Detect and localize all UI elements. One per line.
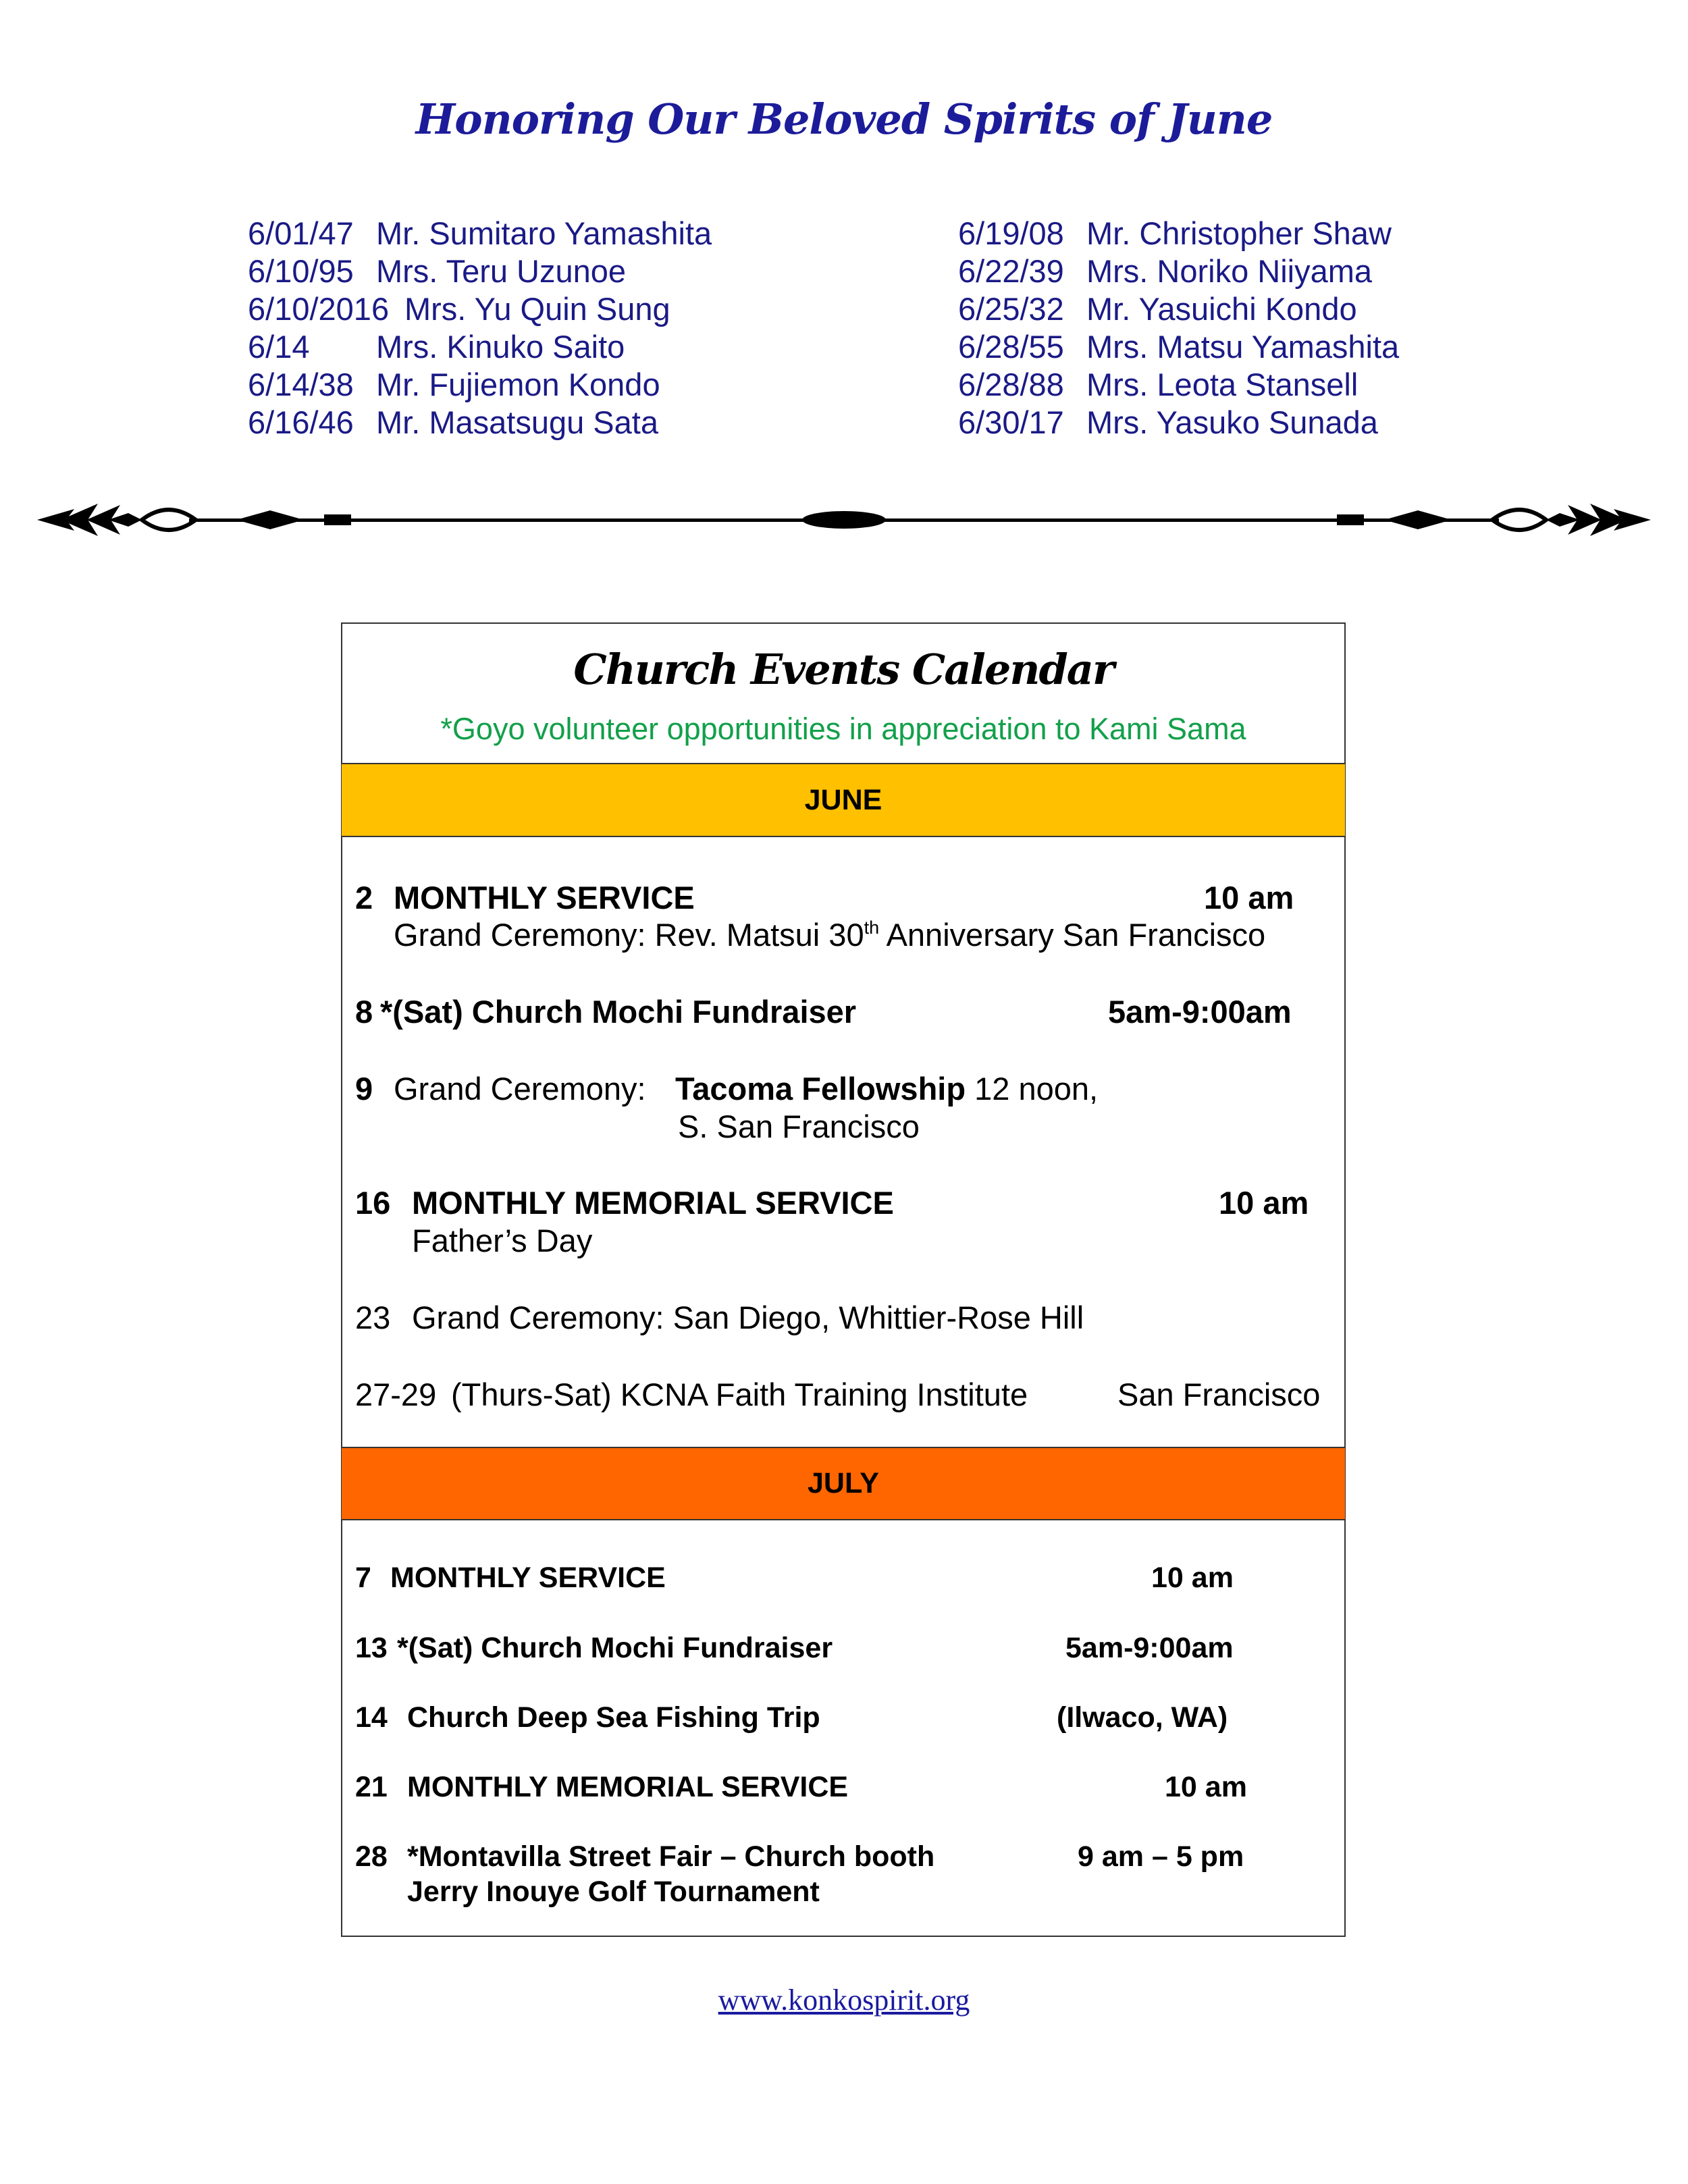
event-detail-text: Anniversary San Francisco bbox=[879, 917, 1266, 953]
ordinal-suffix: th bbox=[864, 917, 880, 938]
memorial-date: 6/10/2016 bbox=[248, 291, 390, 327]
july-header: JULY bbox=[342, 1447, 1345, 1520]
event-title: Church Deep Sea Fishing Trip bbox=[407, 1701, 820, 1734]
memorial-name: Mr. Sumitaro Yamashita bbox=[376, 215, 712, 251]
event-detail: (Thurs-Sat) KCNA Faith Training Institute bbox=[451, 1377, 1028, 1412]
memorial-date: 6/14 bbox=[248, 329, 310, 365]
event-detail-text: Grand Ceremony: Rev. Matsui 30 bbox=[394, 917, 864, 953]
event-time: 10 am bbox=[1165, 1771, 1247, 1803]
event-time: 5am-9:00am bbox=[1065, 1632, 1234, 1664]
memorial-list-right bbox=[958, 215, 1471, 442]
memorial-name: Mr. Christopher Shaw bbox=[1086, 215, 1392, 251]
event-time: 5am-9:00am bbox=[1108, 994, 1292, 1030]
event-detail: Grand Ceremony: San Diego, Whittier-Rose Hill bbox=[412, 1300, 1084, 1335]
event-day: 8 bbox=[355, 994, 373, 1030]
event-time: 9 am – 5 pm bbox=[1078, 1840, 1244, 1873]
memorial-date: 6/22/39 bbox=[958, 253, 1064, 289]
event-day: 16 bbox=[355, 1185, 391, 1221]
event-detail: Grand Ceremony: bbox=[394, 1071, 646, 1107]
memorial-entry bbox=[958, 290, 1471, 328]
memorial-entry bbox=[958, 252, 1471, 290]
event-time: 10 am bbox=[1204, 880, 1294, 915]
event-day: 13 bbox=[355, 1632, 388, 1664]
memorial-name: Mrs. Yu Quin Sung bbox=[404, 291, 670, 327]
memorial-date: 6/30/17 bbox=[958, 404, 1064, 440]
event-day: 28 bbox=[355, 1840, 388, 1873]
memorial-name: Mrs. Matsu Yamashita bbox=[1086, 329, 1400, 365]
memorial-name: Mrs. Leota Stansell bbox=[1086, 367, 1359, 402]
memorial-date: 6/25/32 bbox=[958, 291, 1064, 327]
event-day: 2 bbox=[355, 880, 373, 915]
event-title: MONTHLY SERVICE bbox=[394, 880, 695, 915]
event-title: *(Sat) Church Mochi Fundraiser bbox=[397, 1632, 833, 1664]
event-day: 7 bbox=[355, 1562, 371, 1594]
memorial-date: 6/28/55 bbox=[958, 329, 1064, 365]
event-day: 27-29 bbox=[355, 1377, 437, 1412]
memorial-entry bbox=[958, 215, 1471, 252]
event-day: 14 bbox=[355, 1701, 388, 1734]
memorial-entry bbox=[958, 366, 1471, 404]
event-detail bbox=[675, 1070, 1098, 1107]
ornamental-divider bbox=[34, 490, 1654, 551]
event-location: S. San Francisco bbox=[678, 1109, 920, 1144]
event-title: Tacoma Fellowship bbox=[675, 1071, 966, 1107]
memorial-date: 6/28/88 bbox=[958, 367, 1064, 402]
memorial-entry bbox=[958, 328, 1471, 366]
memorial-entry bbox=[248, 404, 720, 442]
page-title: Honoring Our Beloved Spirits of June bbox=[415, 95, 1273, 144]
event-title: MONTHLY SERVICE bbox=[390, 1562, 666, 1594]
memorial-entry bbox=[958, 404, 1471, 442]
event-location: (Ilwaco, WA) bbox=[1057, 1701, 1228, 1734]
event-time: 10 am bbox=[1151, 1562, 1234, 1594]
event-title: *Montavilla Street Fair – Church booth bbox=[407, 1840, 935, 1873]
memorial-date: 6/16/46 bbox=[248, 404, 354, 440]
event-title: MONTHLY MEMORIAL SERVICE bbox=[407, 1771, 849, 1803]
memorial-date: 6/14/38 bbox=[248, 367, 354, 402]
memorial-date: 6/01/47 bbox=[248, 215, 354, 251]
memorial-name: Mrs. Teru Uzunoe bbox=[376, 253, 627, 289]
june-header: JUNE bbox=[342, 763, 1345, 837]
event-title: *(Sat) Church Mochi Fundraiser bbox=[380, 994, 857, 1030]
event-time: 10 am bbox=[1219, 1185, 1309, 1221]
memorial-name: Mrs. Noriko Niiyama bbox=[1086, 253, 1373, 289]
memorial-date: 6/10/95 bbox=[248, 253, 354, 289]
memorial-name: Mr. Yasuichi Kondo bbox=[1086, 291, 1357, 327]
event-day: 21 bbox=[355, 1771, 388, 1803]
memorial-entry bbox=[248, 328, 720, 366]
website-link[interactable]: www.konkospirit.org bbox=[718, 1983, 970, 2017]
calendar-title: Church Events Calendar bbox=[573, 645, 1113, 694]
memorial-entry bbox=[248, 366, 720, 404]
memorial-entry bbox=[248, 252, 720, 290]
memorial-name: Mrs. Yasuko Sunada bbox=[1086, 404, 1378, 440]
event-detail: Jerry Inouye Golf Tournament bbox=[407, 1875, 820, 1908]
memorial-name: Mr. Fujiemon Kondo bbox=[376, 367, 660, 402]
event-day: 9 bbox=[355, 1071, 373, 1107]
memorial-list-left bbox=[248, 215, 720, 442]
event-detail bbox=[394, 916, 1265, 953]
calendar-subtitle: *Goyo volunteer opportunities in appreciation to Kami Sama bbox=[440, 712, 1246, 746]
event-title: MONTHLY MEMORIAL SERVICE bbox=[412, 1185, 894, 1221]
memorial-date: 6/19/08 bbox=[958, 215, 1064, 251]
memorial-entry bbox=[248, 290, 720, 328]
memorial-name: Mrs. Kinuko Saito bbox=[376, 329, 625, 365]
event-day: 23 bbox=[355, 1300, 391, 1335]
memorial-name: Mr. Masatsugu Sata bbox=[376, 404, 658, 440]
event-time: 12 noon, bbox=[966, 1071, 1099, 1107]
event-detail: Father’s Day bbox=[412, 1223, 593, 1258]
memorial-entry bbox=[248, 215, 720, 252]
event-location: San Francisco bbox=[1117, 1377, 1321, 1412]
